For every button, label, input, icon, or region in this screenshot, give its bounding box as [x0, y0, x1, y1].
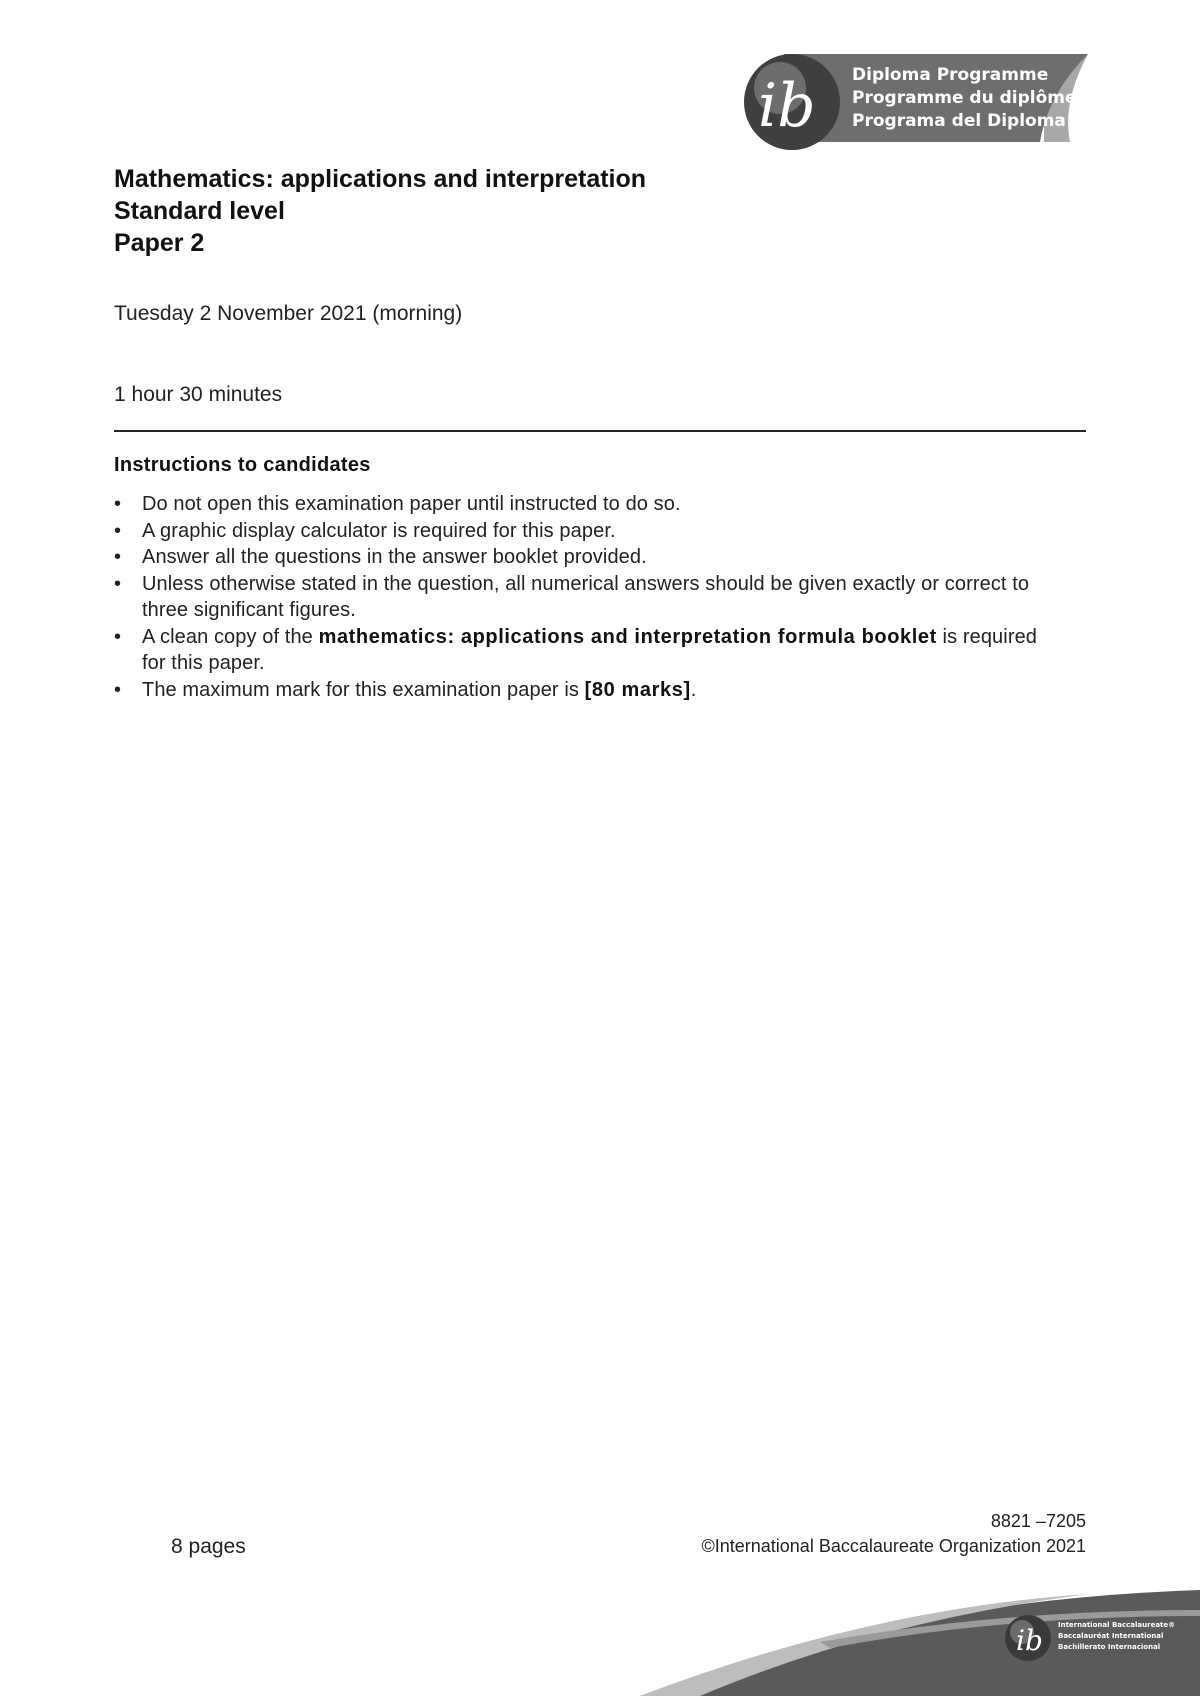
- bullet: •: [114, 546, 122, 568]
- instruction-item: [114, 518, 1044, 545]
- ib-diploma-logo: [744, 54, 1088, 154]
- level-title: Standard level: [114, 197, 285, 225]
- instructions-heading: Instructions to candidates: [114, 454, 371, 476]
- logo-line-3: Programa del Diploma: [852, 111, 1066, 131]
- formula-booklet-name: mathematics: applications and interpretation formula booklet: [318, 625, 937, 648]
- paper-title-block: [114, 163, 646, 259]
- subject-title: Mathematics: applications and interpretation: [114, 165, 647, 193]
- instruction-text: Answer all the questions in the answer booklet provided.: [142, 546, 647, 568]
- divider-rule: [114, 430, 1086, 432]
- ib-letters-icon: ib: [758, 71, 816, 141]
- paper-number: Paper 2: [114, 229, 205, 257]
- bullet: •: [114, 493, 122, 515]
- instruction-item-max-marks: [114, 677, 1044, 704]
- footer-logo-line-1: International Baccalaureate®: [1058, 1621, 1176, 1629]
- instruction-text-before: The maximum mark for this examination paper is: [142, 678, 585, 701]
- instruction-item: [114, 544, 1044, 571]
- bullet: •: [114, 519, 122, 542]
- instruction-item: [114, 571, 1044, 624]
- exam-duration: 1 hour 30 minutes: [114, 383, 283, 406]
- instruction-text-after: .: [690, 678, 697, 701]
- bullet: •: [114, 678, 122, 701]
- bullet: •: [114, 625, 122, 648]
- page-count: 8 pages: [171, 1535, 246, 1558]
- instruction-item-formula-booklet: [114, 624, 1044, 677]
- instructions-list: [114, 491, 1044, 703]
- logo-line-1: Diploma Programme: [852, 65, 1049, 85]
- instruction-item: [114, 491, 1044, 518]
- logo-line-2: Programme du diplôme: [852, 88, 1077, 108]
- exam-date: Tuesday 2 November 2021 (morning): [114, 302, 463, 325]
- footer-ib-letters-icon: ib: [1016, 1624, 1043, 1657]
- instruction-text: A graphic display calculator is required for this paper.: [142, 519, 616, 542]
- paper-code: 8821 –7205: [990, 1511, 1086, 1531]
- footer-swoosh: [0, 1580, 1200, 1696]
- footer-logo-line-2: Baccalauréat International: [1058, 1632, 1164, 1640]
- max-marks: [80 marks]: [584, 678, 691, 701]
- bullet: •: [114, 572, 122, 595]
- instruction-text-after: is required for this paper.: [142, 625, 1038, 674]
- instruction-text-before: A clean copy of the: [142, 625, 319, 648]
- instruction-text: Unless otherwise stated in the question, all numerical answers should be given exactly or correct to three significant figures.: [142, 572, 1030, 621]
- copyright-notice: ©International Baccalaureate Organization 2021: [701, 1536, 1086, 1556]
- instruction-text: Do not open this examination paper until instructed to do so.: [142, 493, 681, 515]
- footer-logo-line-3: Bachillerato Internacional: [1058, 1643, 1161, 1651]
